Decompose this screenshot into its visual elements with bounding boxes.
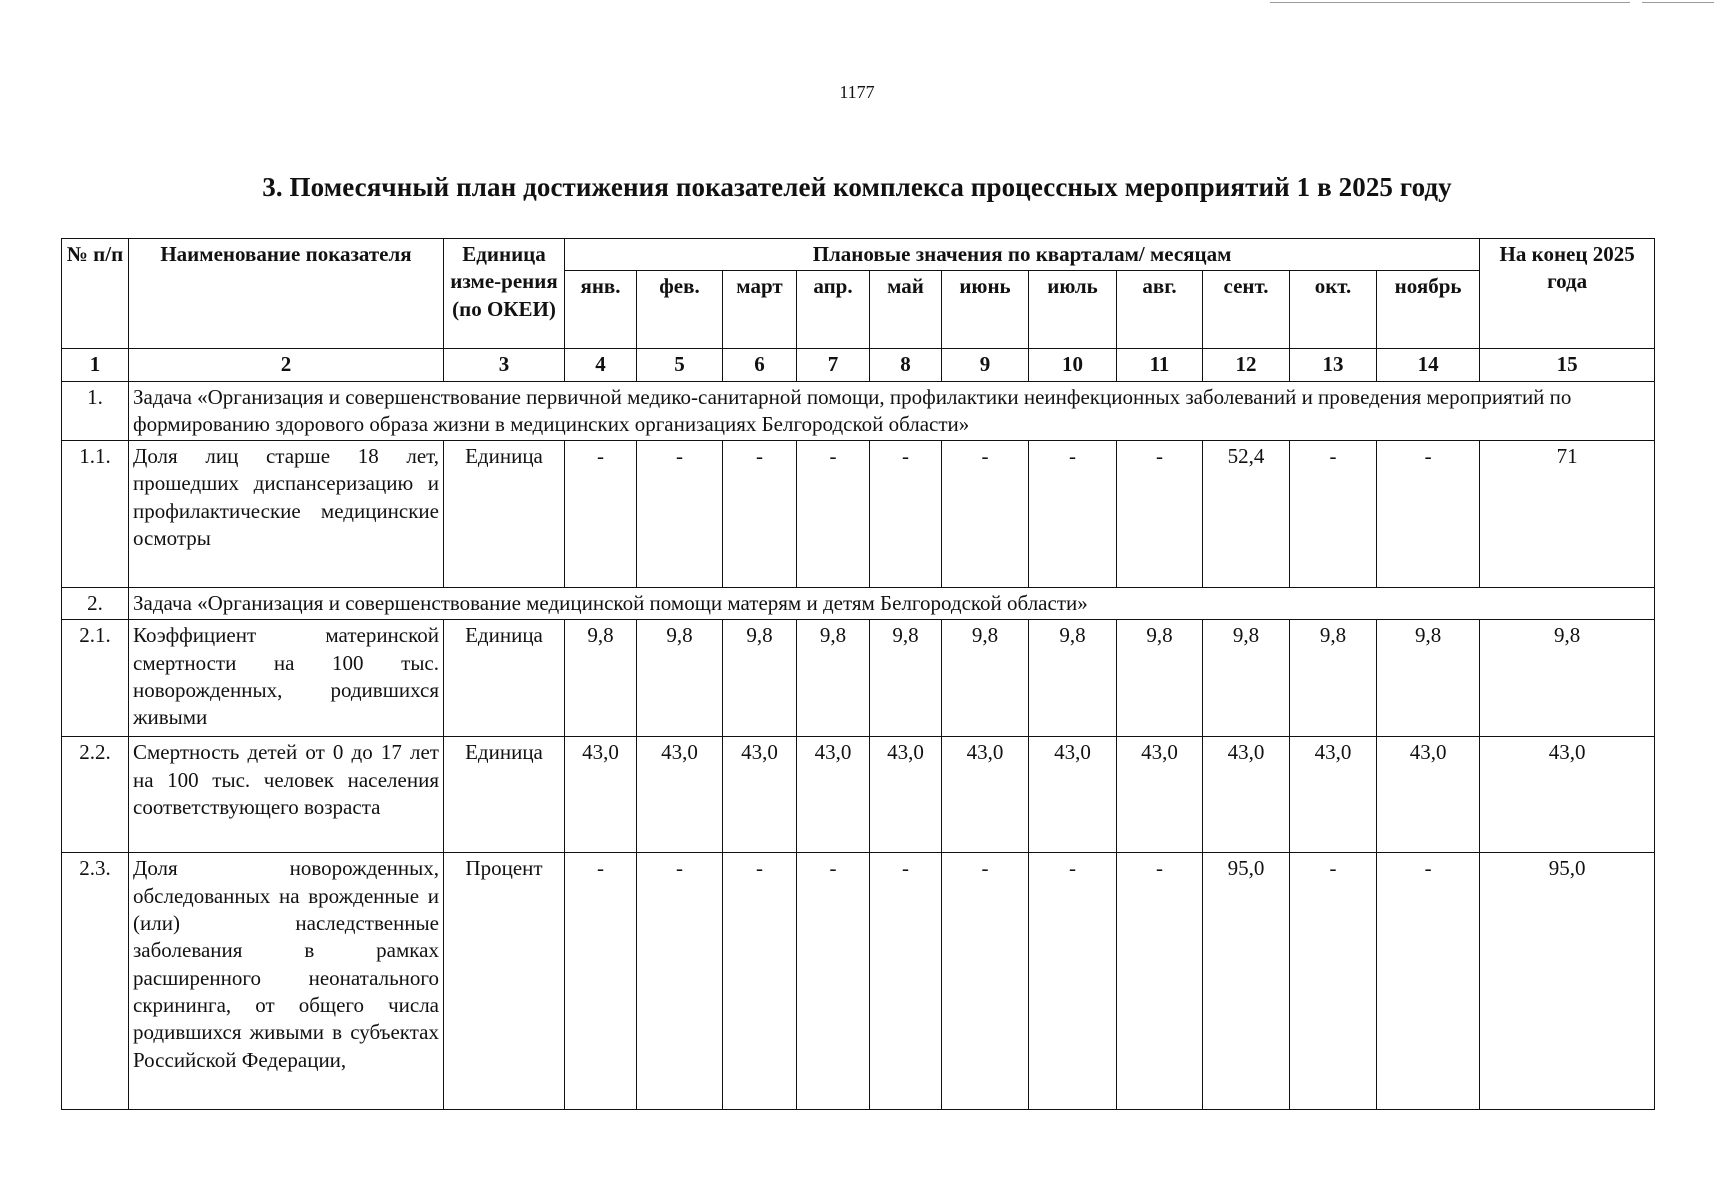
task-number: 2. (62, 588, 129, 620)
indicator-name: Доля новорожденных, обследованных на врожденные и (или) наследственные заболевания в рамках расширенного неонатального скрининга, от общего числа родившихся живыми в субъектах Российской Федерации, (129, 853, 444, 1110)
scan-artifact-line (1270, 2, 1630, 3)
page-number: 1177 (839, 82, 875, 102)
column-number: 2 (129, 349, 444, 381)
indicator-unit: Процент (444, 853, 565, 1110)
column-number: 6 (723, 349, 797, 381)
month-value: - (565, 853, 637, 1110)
column-number: 5 (637, 349, 723, 381)
month-value: 9,8 (870, 620, 942, 737)
document-title: 3. Помесячный план достижения показателей комплекса процессных мероприятий 1 в 2025 году (262, 172, 1452, 202)
month-value: 43,0 (1377, 737, 1480, 853)
month-value: 43,0 (1203, 737, 1290, 853)
column-number: 3 (444, 349, 565, 381)
header-month: июнь (942, 271, 1029, 349)
task-text: Задача «Организация и совершенствование первичной медико-санитарной помощи, профилактики неинфекционных заболеваний и проведения мероприятий по формированию здорового образа жизни в медицинских организациях Белгородской области» (129, 381, 1655, 441)
table-row (62, 441, 1655, 588)
month-value: - (942, 853, 1029, 1110)
task-number: 1. (62, 381, 129, 441)
header-month: янв. (565, 271, 637, 349)
month-value: 43,0 (637, 737, 723, 853)
scan-artifact-line (1642, 2, 1714, 3)
header-month: ноябрь (1377, 271, 1480, 349)
month-value: 52,4 (1203, 441, 1290, 588)
header-month: сент. (1203, 271, 1290, 349)
column-number: 14 (1377, 349, 1480, 381)
month-value: - (870, 853, 942, 1110)
month-value: 43,0 (723, 737, 797, 853)
month-value: 43,0 (1029, 737, 1117, 853)
column-number: 8 (870, 349, 942, 381)
month-value: - (637, 441, 723, 588)
column-number: 15 (1480, 349, 1655, 381)
column-number: 1 (62, 349, 129, 381)
table-row (62, 737, 1655, 853)
row-number: 1.1. (62, 441, 129, 588)
month-value: - (797, 853, 870, 1110)
task-row (62, 588, 1655, 620)
month-value: - (1029, 441, 1117, 588)
header-planned-values: Плановые значения по кварталам/ месяцам (565, 239, 1480, 271)
indicators-plan-table (61, 238, 1655, 1110)
month-value: 9,8 (565, 620, 637, 737)
month-value: - (1290, 441, 1377, 588)
column-number: 10 (1029, 349, 1117, 381)
month-value: 95,0 (1203, 853, 1290, 1110)
header-month: март (723, 271, 797, 349)
month-value: - (1117, 853, 1203, 1110)
row-number: 2.2. (62, 737, 129, 853)
month-value: 9,8 (1377, 620, 1480, 737)
month-value: 9,8 (1029, 620, 1117, 737)
month-value: 9,8 (1203, 620, 1290, 737)
month-value: 9,8 (1290, 620, 1377, 737)
month-value: - (1029, 853, 1117, 1110)
month-value: 43,0 (870, 737, 942, 853)
month-value: - (565, 441, 637, 588)
table-row (62, 853, 1655, 1110)
month-value: - (637, 853, 723, 1110)
indicator-name: Доля лиц старше 18 лет, прошедших диспансеризацию и профилактические медицинские осмотры (129, 441, 444, 588)
column-number: 11 (1117, 349, 1203, 381)
month-value: - (723, 441, 797, 588)
column-number: 13 (1290, 349, 1377, 381)
header-month: авг. (1117, 271, 1203, 349)
table-row (62, 620, 1655, 737)
end-of-year-value: 71 (1480, 441, 1655, 588)
month-value: - (797, 441, 870, 588)
indicator-name: Коэффициент материнской смертности на 100 тыс. новорожденных, родившихся живыми (129, 620, 444, 737)
month-value: - (870, 441, 942, 588)
month-value: 43,0 (797, 737, 870, 853)
indicator-name: Смертность детей от 0 до 17 лет на 100 тыс. человек населения соответствующего возраста (129, 737, 444, 853)
indicator-unit: Единица (444, 620, 565, 737)
header-month: окт. (1290, 271, 1377, 349)
header-month: май (870, 271, 942, 349)
month-value: 9,8 (1117, 620, 1203, 737)
month-value: 43,0 (942, 737, 1029, 853)
header-indicator-name: Наименование показателя (129, 239, 444, 349)
month-value: - (723, 853, 797, 1110)
column-number: 9 (942, 349, 1029, 381)
indicator-unit: Единица (444, 441, 565, 588)
month-value: - (1377, 441, 1480, 588)
month-value: - (1117, 441, 1203, 588)
month-value: - (1377, 853, 1480, 1110)
end-of-year-value: 43,0 (1480, 737, 1655, 853)
header-month: апр. (797, 271, 870, 349)
month-value: 9,8 (637, 620, 723, 737)
header-unit: Единица изме-рения (по ОКЕИ) (444, 239, 565, 349)
header-month: фев. (637, 271, 723, 349)
row-number: 2.3. (62, 853, 129, 1110)
month-value: 9,8 (723, 620, 797, 737)
month-value: 43,0 (1117, 737, 1203, 853)
header-month: июль (1029, 271, 1117, 349)
task-text: Задача «Организация и совершенствование медицинской помощи матерям и детям Белгородской области» (129, 588, 1655, 620)
month-value: 43,0 (565, 737, 637, 853)
task-row (62, 381, 1655, 441)
end-of-year-value: 9,8 (1480, 620, 1655, 737)
column-number: 7 (797, 349, 870, 381)
month-value: - (1290, 853, 1377, 1110)
month-value: 9,8 (942, 620, 1029, 737)
header-num: № п/п (62, 239, 129, 349)
indicator-unit: Единица (444, 737, 565, 853)
column-number: 4 (565, 349, 637, 381)
column-number: 12 (1203, 349, 1290, 381)
month-value: 9,8 (797, 620, 870, 737)
month-value: - (942, 441, 1029, 588)
row-number: 2.1. (62, 620, 129, 737)
header-end-of-year: На конец 2025 года (1480, 239, 1655, 349)
month-value: 43,0 (1290, 737, 1377, 853)
end-of-year-value: 95,0 (1480, 853, 1655, 1110)
